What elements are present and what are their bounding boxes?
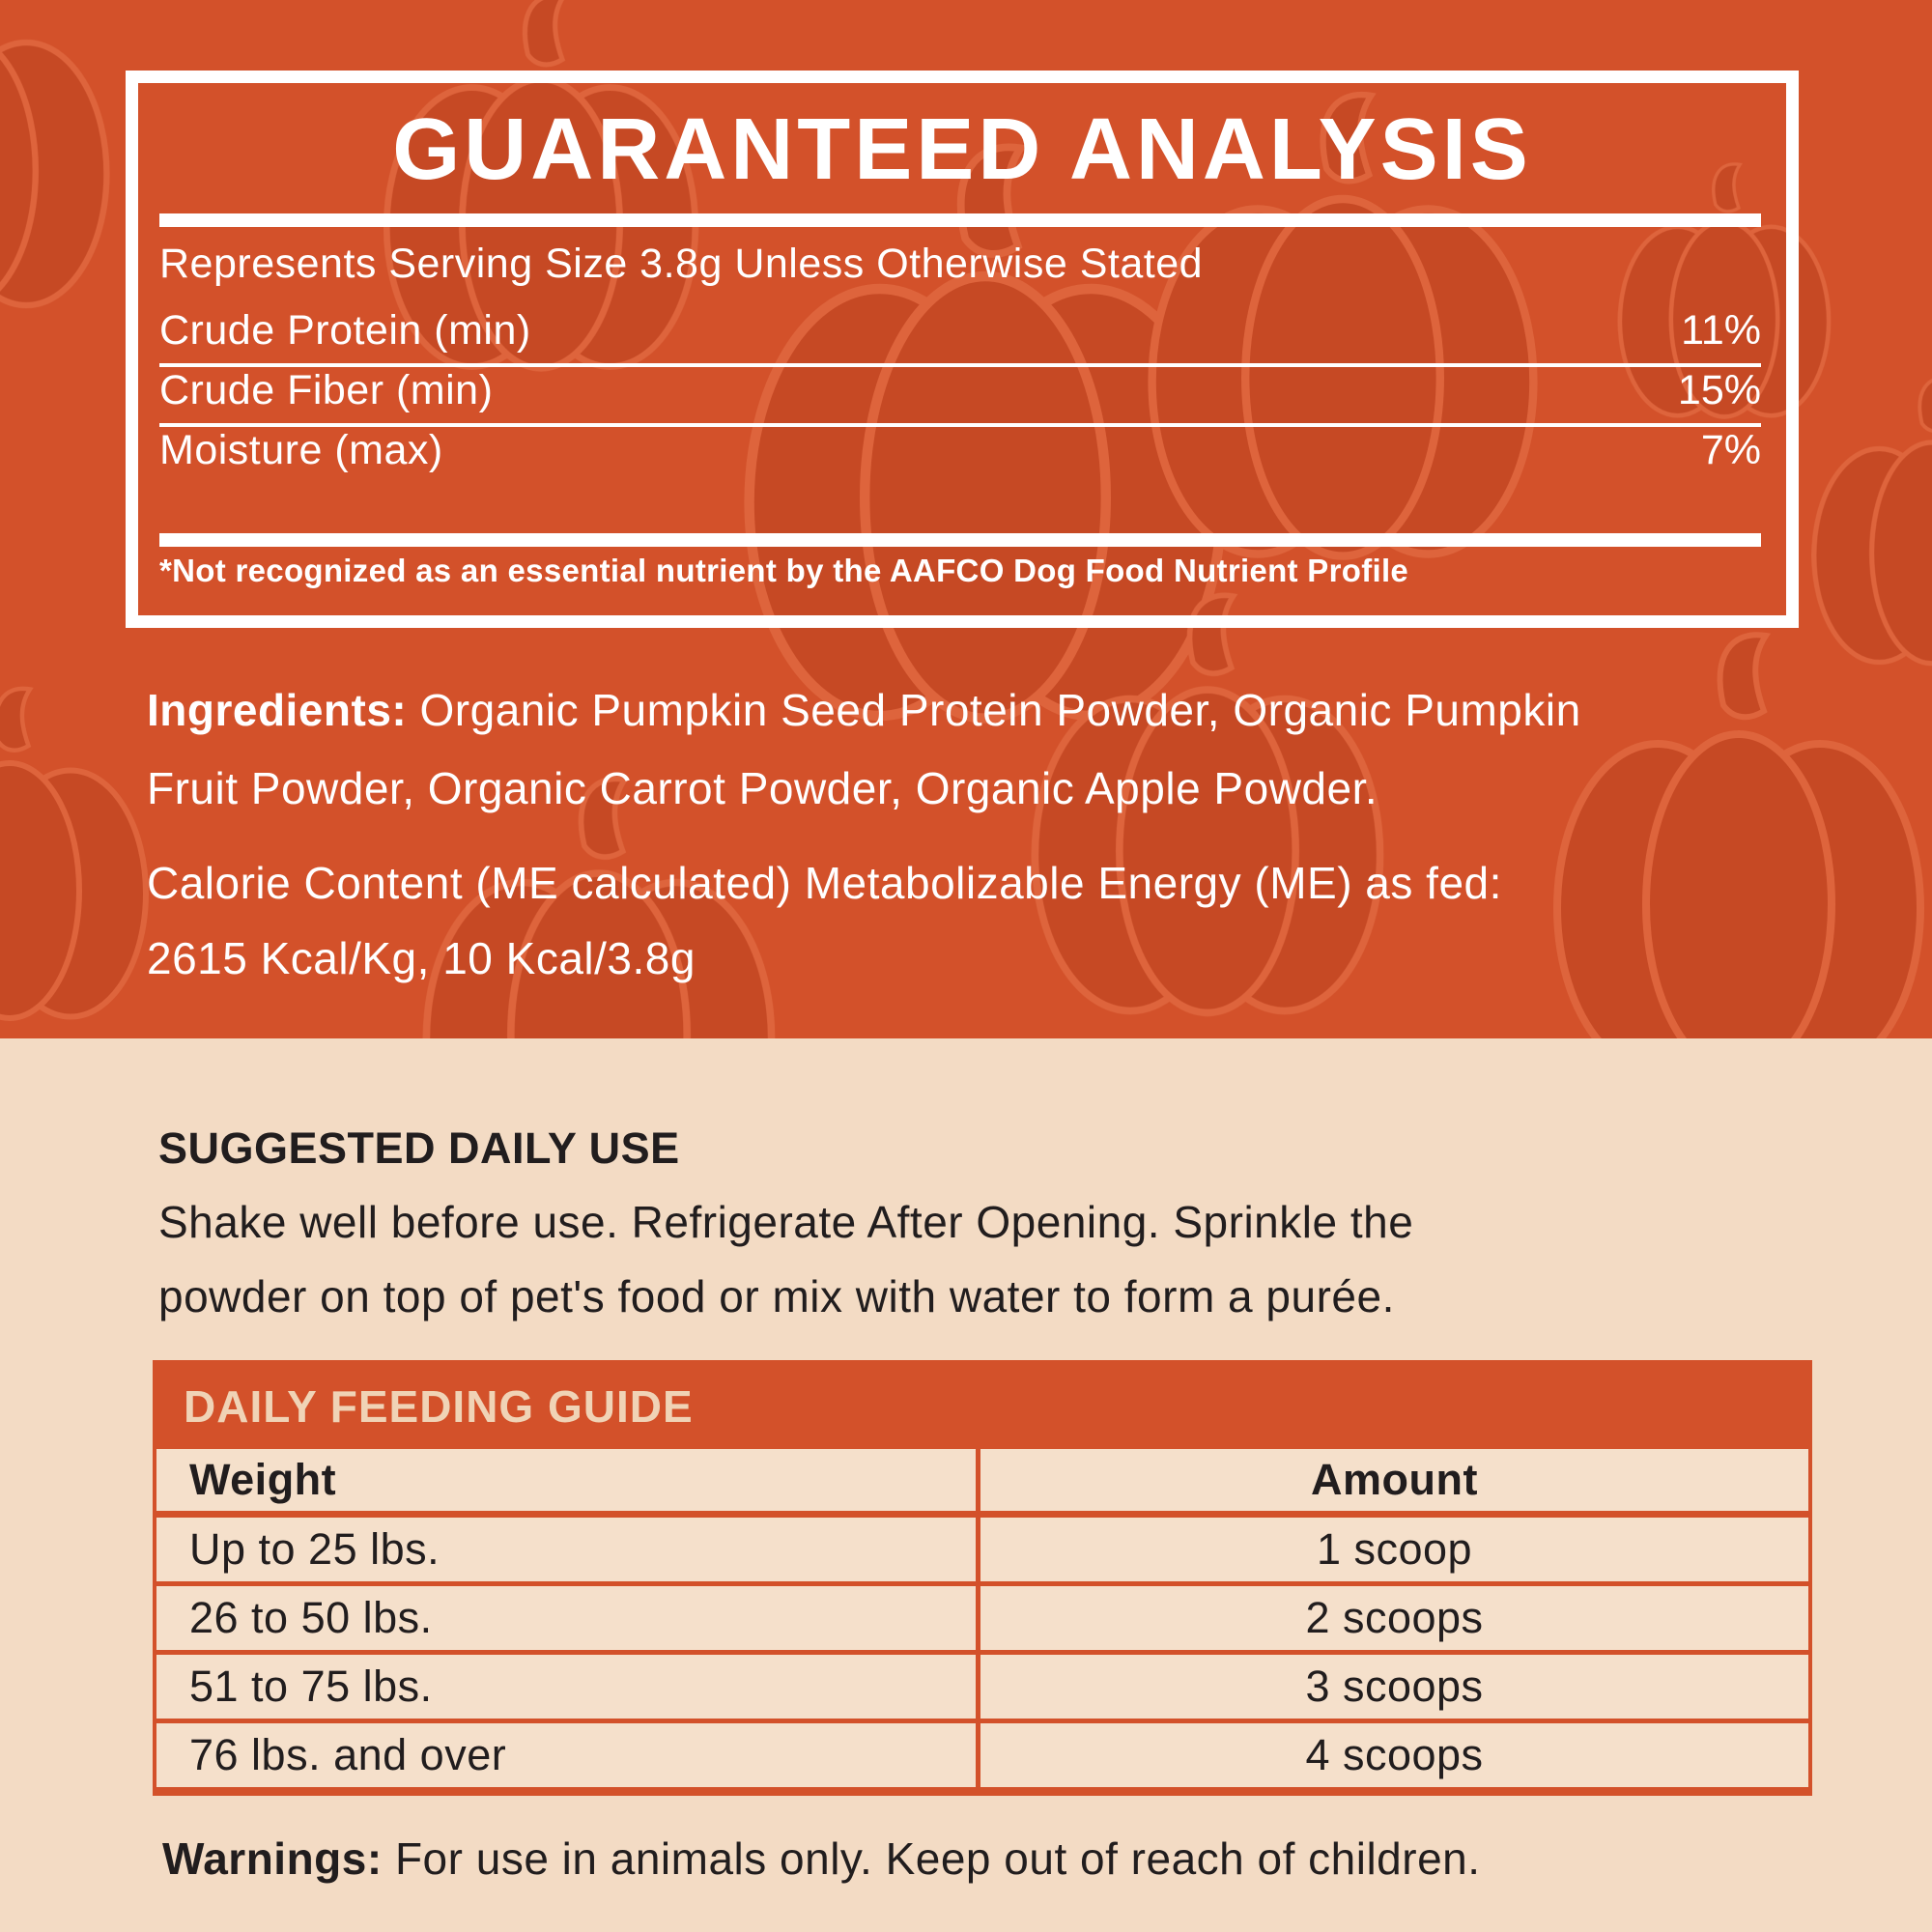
nutrient-value-crude-fiber: 15% bbox=[1677, 367, 1761, 413]
calorie-line2: 2615 Kcal/Kg, 10 Kcal/3.8g bbox=[147, 933, 696, 983]
table-row bbox=[156, 1511, 1808, 1581]
nutrient-label-crude-protein: Crude Protein (min) bbox=[159, 307, 531, 354]
footnote-divider bbox=[159, 533, 1761, 547]
nutrient-value-moisture: 7% bbox=[1700, 427, 1761, 473]
serving-size-note: Represents Serving Size 3.8g Unless Otherwise Stated bbox=[159, 241, 1204, 287]
aafco-footnote: *Not recognized as an essential nutrient by the AAFCO Dog Food Nutrient Profile bbox=[159, 553, 1409, 588]
ingredients-line1: Organic Pumpkin Seed Protein Powder, Organic Pumpkin bbox=[407, 685, 1581, 735]
table-row bbox=[156, 1581, 1808, 1650]
usage-section bbox=[0, 1038, 1932, 1932]
ingredients-paragraph bbox=[147, 671, 1808, 828]
nutrient-value-crude-protein: 11% bbox=[1681, 307, 1761, 354]
weight-cell: 51 to 75 lbs. bbox=[189, 1662, 433, 1711]
table-row bbox=[156, 1719, 1808, 1787]
ingredients-line2: Fruit Powder, Organic Carrot Powder, Organic Apple Powder. bbox=[147, 763, 1378, 813]
suggested-use-paragraph bbox=[158, 1185, 1801, 1334]
amount-cell: 1 scoop bbox=[976, 1518, 1808, 1581]
guaranteed-analysis-title: GUARANTEED ANALYSIS bbox=[392, 101, 1532, 198]
warnings-text: For use in animals only. Keep out of reach of children. bbox=[382, 1833, 1481, 1884]
amount-cell: 2 scoops bbox=[976, 1586, 1808, 1650]
ingredients-label: Ingredients: bbox=[147, 685, 408, 735]
column-header-amount: Amount bbox=[976, 1449, 1808, 1511]
feeding-guide-title: DAILY FEEDING GUIDE bbox=[184, 1381, 694, 1432]
warnings-paragraph bbox=[162, 1833, 1804, 1885]
weight-cell: 26 to 50 lbs. bbox=[189, 1593, 433, 1642]
calorie-content-paragraph bbox=[147, 845, 1808, 996]
title-divider bbox=[159, 213, 1761, 227]
amount-cell: 4 scoops bbox=[976, 1723, 1808, 1787]
suggested-use-line1: Shake well before use. Refrigerate After Opening. Sprinkle the bbox=[158, 1197, 1414, 1247]
warnings-label: Warnings: bbox=[162, 1833, 383, 1884]
nutrient-label-crude-fiber: Crude Fiber (min) bbox=[159, 367, 494, 413]
weight-cell: Up to 25 lbs. bbox=[189, 1524, 440, 1574]
amount-cell: 3 scoops bbox=[976, 1655, 1808, 1719]
calorie-line1: Calorie Content (ME calculated) Metabolizable Energy (ME) as fed: bbox=[147, 858, 1502, 908]
nutrient-label-moisture: Moisture (max) bbox=[159, 427, 443, 473]
table-row bbox=[156, 1650, 1808, 1719]
daily-feeding-guide-table bbox=[153, 1360, 1812, 1796]
table-header-row bbox=[156, 1449, 1808, 1511]
column-header-weight: Weight bbox=[189, 1455, 337, 1504]
guaranteed-analysis-box bbox=[126, 71, 1799, 628]
feeding-guide-titlebar bbox=[156, 1364, 1808, 1449]
suggested-daily-use-title: SUGGESTED DAILY USE bbox=[158, 1123, 680, 1173]
suggested-use-line2: powder on top of pet's food or mix with water to form a purée. bbox=[158, 1271, 1395, 1321]
weight-cell: 76 lbs. and over bbox=[189, 1730, 507, 1779]
